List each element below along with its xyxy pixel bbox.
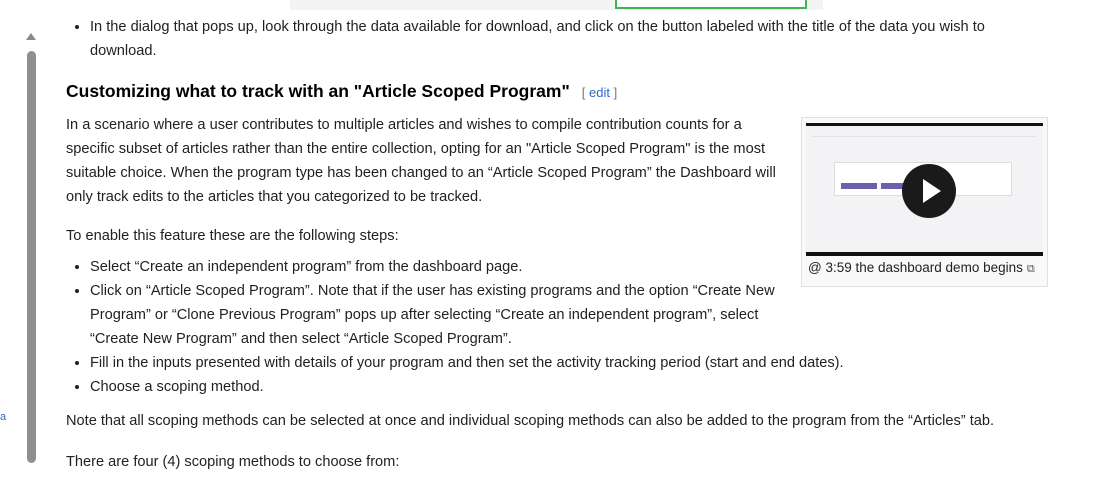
list-item: • In the dialog that pops up, look through the data available for download, and click on the button labeled with the title of the data you wish to download. — [90, 15, 1055, 63]
download-steps-list — [66, 15, 1055, 63]
edit-link[interactable]: edit — [589, 85, 610, 100]
list-item: • Click on “Article Scoped Program”. Note that if the user has existing programs and the option “Create New Program” or “Clone Previous Program” pops up after selecting “Create an independent program”, select “Create New Program” and then select “Article Scoped Program”. — [90, 279, 780, 351]
video-screenshot-nav — [812, 130, 1036, 137]
note-paragraph: Note that all scoping methods can be selected at once and individual scoping methods can also be added to the program from the “Articles” tab. — [66, 413, 995, 429]
scroll-up-arrow-icon[interactable] — [26, 33, 36, 40]
list-item: • Fill in the inputs presented with details of your program and then set the activity tracking period (start and end dates). — [90, 351, 930, 375]
heading-title: Customizing what to track with an "Article Scoped Program" — [66, 81, 570, 101]
scrollbar-thumb[interactable] — [27, 51, 36, 463]
expand-icon[interactable]: ⧉ — [1026, 263, 1035, 275]
video-player[interactable] — [806, 123, 1043, 256]
video-thumbnail[interactable] — [801, 117, 1048, 287]
edit-section: [ edit ] — [581, 85, 618, 100]
list-item: • Select “Create an independent program” from the dashboard page. — [90, 255, 780, 279]
play-icon[interactable] — [902, 164, 956, 218]
list-item: • Choose a scoping method. — [90, 375, 930, 399]
section-heading — [66, 79, 617, 105]
edge-link[interactable]: a — [0, 411, 7, 423]
previous-image-button — [615, 0, 807, 9]
intro-paragraph: In a scenario where a user contributes to multiple articles and wishes to compile contribution counts for a specific subset of articles rather than the entire collection, opting for an "Article Scoped Program" is the most suitable choice. When the program type has been changed to an “Article Scoped Program” the Dashboard will only track edits to the articles that you categorized to be tracked. — [66, 117, 776, 205]
methods-intro: There are four (4) scoping methods to choose from: — [66, 454, 400, 470]
video-caption: @ 3:59 the dashboard demo begins ⧉ — [808, 260, 1035, 275]
steps-intro: To enable this feature these are the following steps: — [66, 228, 399, 244]
